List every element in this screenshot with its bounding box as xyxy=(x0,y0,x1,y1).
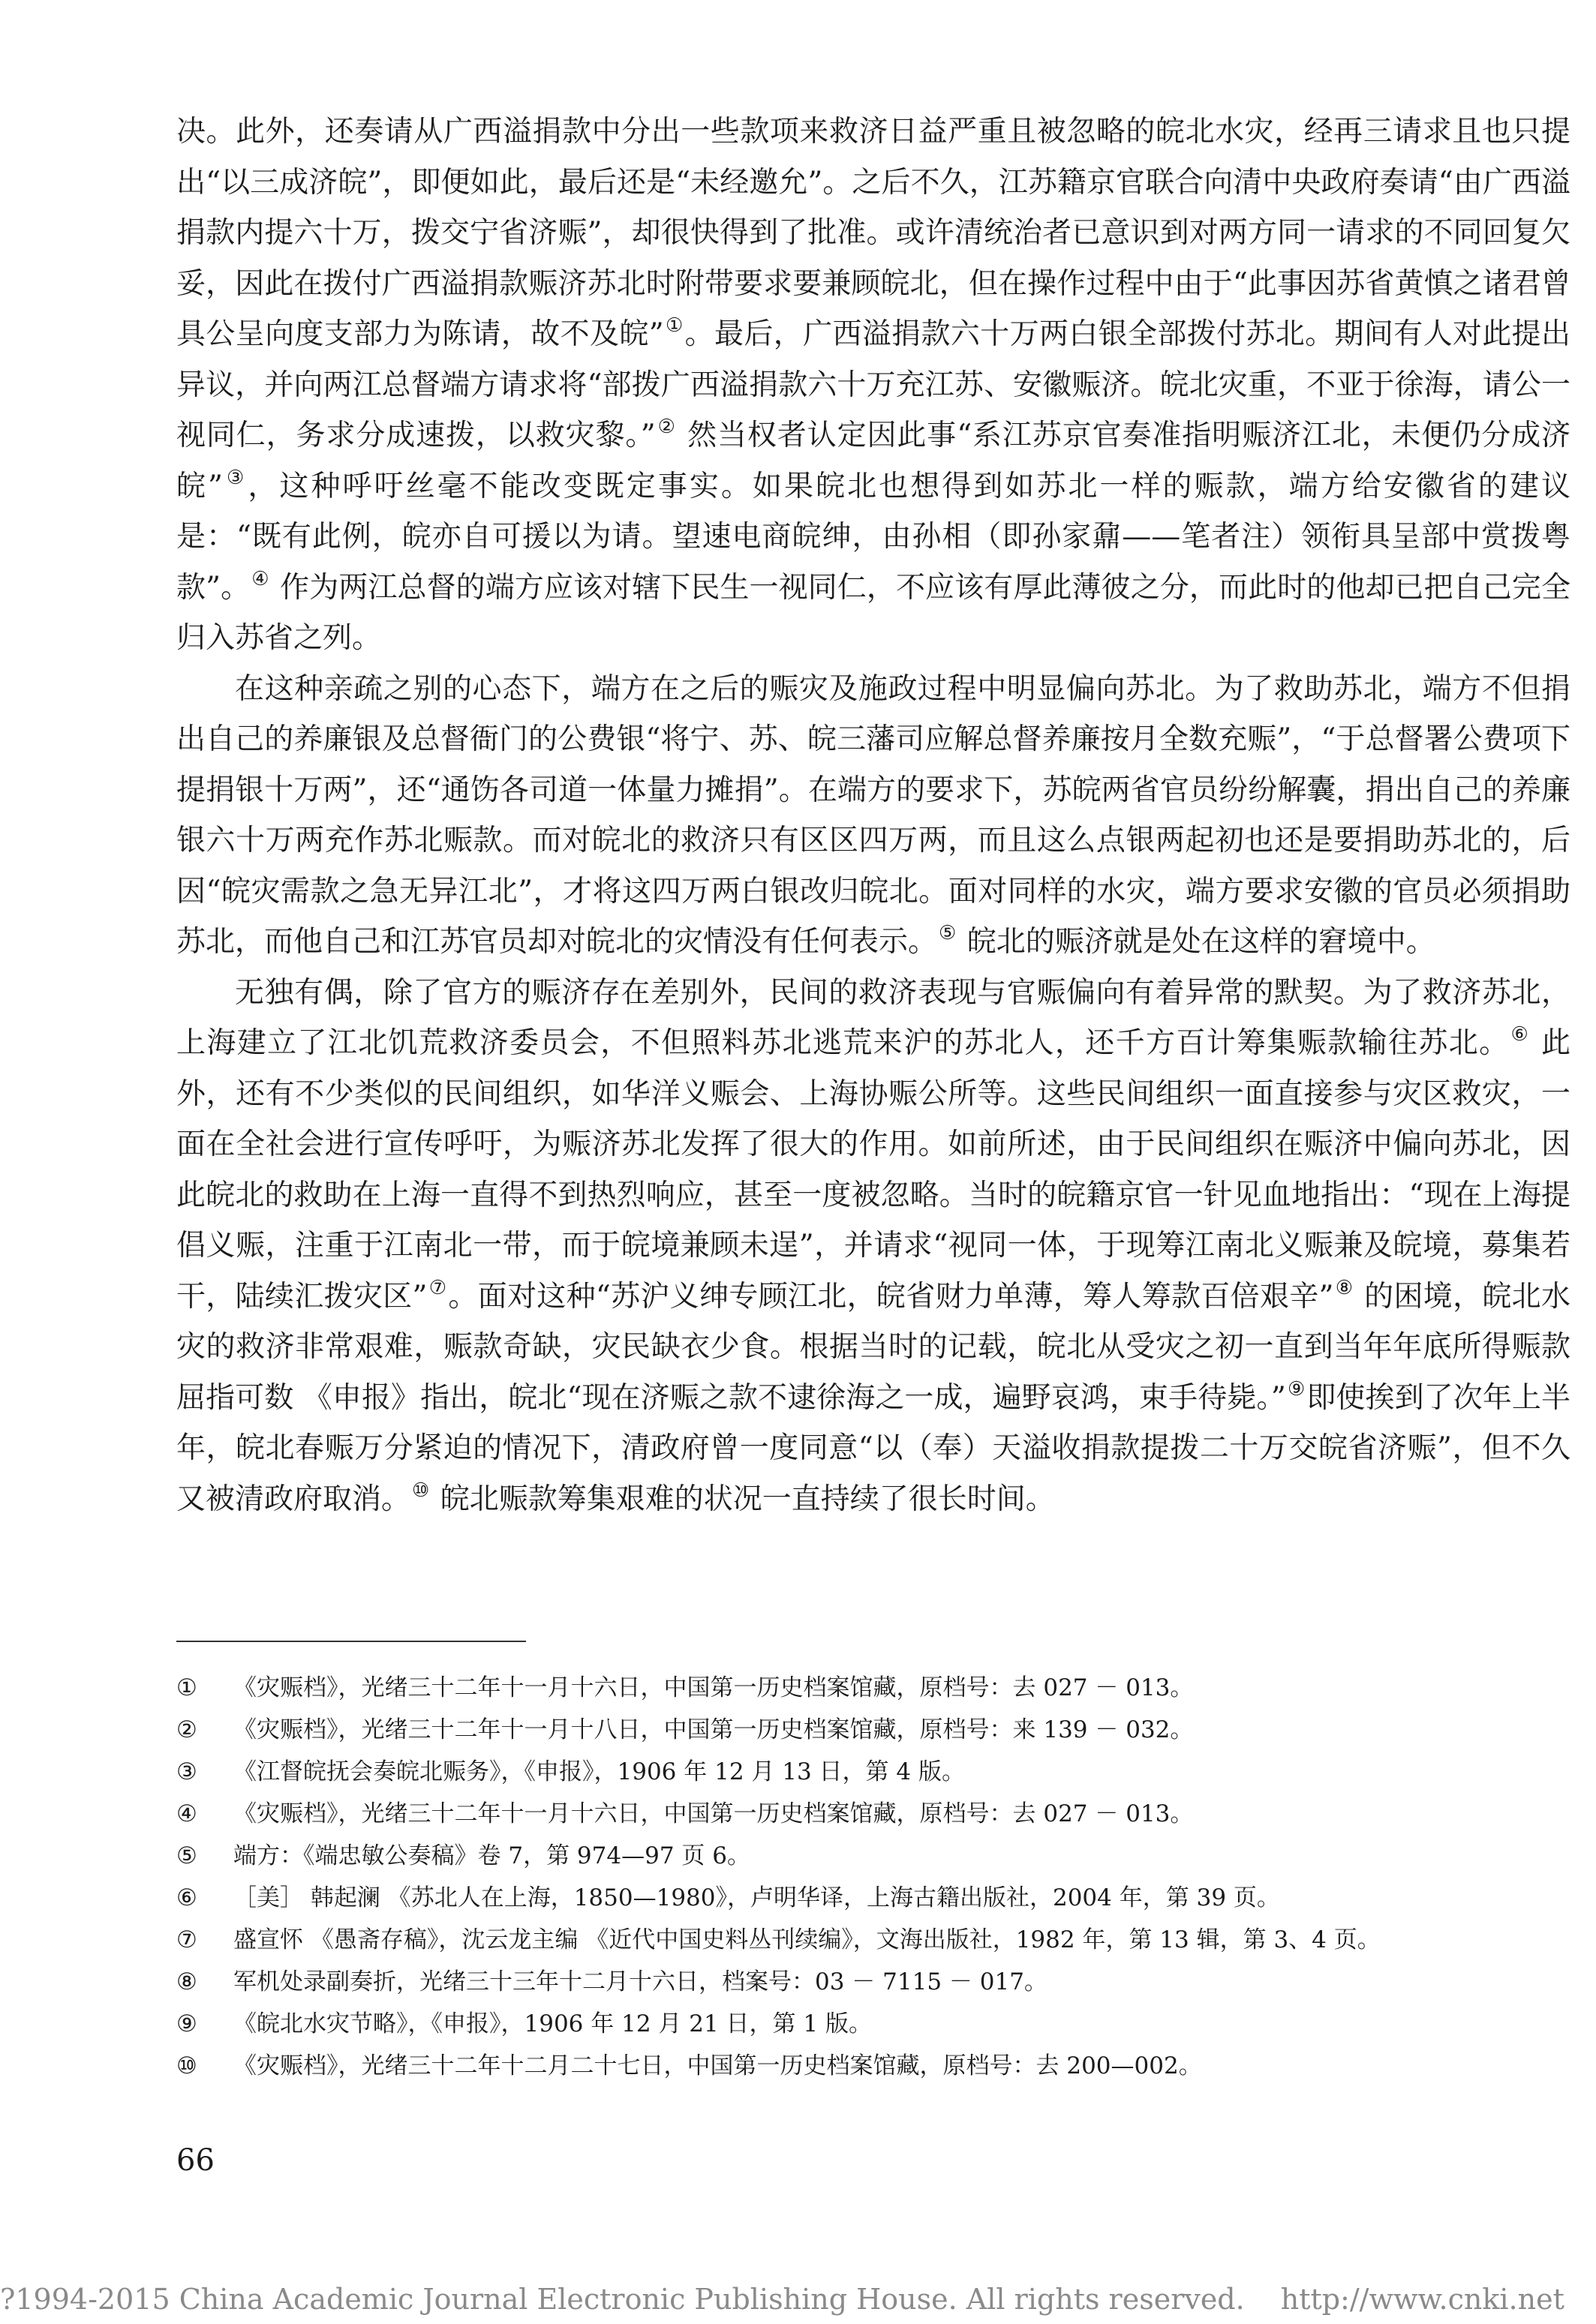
footnote-ref: ⑦ xyxy=(428,1276,447,1299)
paragraph-text: 此外，还有不少类似的民间组织，如华洋义赈会、上海协赈公所等。这些民间组织一面直接参与灾区救灾，一面在全社会进行宣传呼吁，为赈济苏北发挥了很大的作用。如前所述，由于民间组织在赈济中偏向苏北，因此皖北的救助在上海一直得不到热烈响应，甚至一度被忽略。当时的皖籍京官一针见血地指出：“现在上海提倡义赈，注重于江南北一带，而于皖境兼顾未逞”，并请求“视同一体，于现筹江南北义赈兼及皖境，募集若干，陆续汇拨灾区” xyxy=(176,1026,1570,1314)
footnote-divider xyxy=(176,1641,526,1642)
footnote-mark: ③ xyxy=(176,1758,197,1785)
footnote-ref: ⑤ xyxy=(939,922,957,945)
paragraph-text: 。面对这种“苏沪义绅专顾江北，皖省财力单薄，筹人筹款百倍艰辛” xyxy=(448,1279,1334,1314)
footnote-item xyxy=(176,1923,1570,1957)
footnote-item xyxy=(176,2049,1570,2083)
footnote-ref: ⑧ xyxy=(1335,1276,1354,1299)
footnote-mark: ⑧ xyxy=(176,1968,197,1995)
footnote-ref: ⑨ xyxy=(1287,1377,1306,1401)
footnote-mark: ① xyxy=(176,1674,197,1701)
paragraph xyxy=(176,107,1570,664)
paragraph-text: 皖北的赈济就是处在这样的窘境中。 xyxy=(957,925,1435,959)
footnote-ref: ④ xyxy=(251,567,269,590)
footnote-item xyxy=(176,1839,1570,1873)
footnote-ref: ① xyxy=(665,314,684,338)
footnote-text: ［美］ 韩起澜 《苏北人在上海，1850—1980》，卢明华译，上海古籍出版社，2004 年，第 39 页。 xyxy=(233,1884,1280,1911)
footnote-text: 军机处录副奏折，光绪三十三年十二月十六日，档案号：03 － 7115 － 017。 xyxy=(233,1968,1047,1995)
copyright-notice: ?1994-2015 China Academic Journal Electronic Publishing House. All rights reserved. xyxy=(0,2283,1245,2316)
paragraph-text: 然当权者认定因此事“系江苏京官奏准指明赈济江北，未便仍分成济皖” xyxy=(176,419,1571,503)
footnote-mark: ④ xyxy=(176,1800,197,1827)
footnote-text: 《皖北水灾节略》，《申报》，1906 年 12 月 21 日，第 1 版。 xyxy=(233,2010,872,2037)
paragraph xyxy=(176,968,1570,1525)
footnote-ref: ⑩ xyxy=(412,1479,430,1502)
footnote-item xyxy=(176,1713,1570,1747)
footnote-ref: ③ xyxy=(224,466,247,489)
article-body xyxy=(176,107,1570,1524)
page-number: 66 xyxy=(176,2143,215,2178)
footnote-mark: ② xyxy=(176,1716,197,1743)
paragraph-text: 。最后，广西溢捐款六十万两白银全部拨付苏北。期间有人对此提出异议，并向两江总督端方请求将“部拨广西溢捐款六十万充江苏、安徽赈济。皖北灾重，不亚于徐海，请公一视同仁，务求分成速拨，以救灾黎。” xyxy=(176,317,1570,452)
footnote-text: 《江督皖抚会奏皖北赈务》，《申报》，1906 年 12 月 13 日，第 4 版。 xyxy=(233,1758,965,1785)
footnote-item xyxy=(176,1797,1570,1831)
footnote-text: 《灾赈档》，光绪三十二年十一月十八日，中国第一历史档案馆藏，原档号：来 139 － 032。 xyxy=(233,1716,1194,1743)
footnote-item xyxy=(176,1965,1570,1999)
footnote-text: 《灾赈档》，光绪三十二年十一月十六日，中国第一历史档案馆藏，原档号：去 027 － 013。 xyxy=(233,1674,1194,1701)
copyright-watermark xyxy=(0,2283,1596,2316)
footnote-mark: ⑦ xyxy=(176,1926,197,1953)
footnote-text: 《灾赈档》，光绪三十二年十一月十六日，中国第一历史档案馆藏，原档号：去 027 － 013。 xyxy=(233,1800,1194,1827)
footnote-item xyxy=(176,1671,1570,1705)
footnote-mark: ⑩ xyxy=(176,2052,197,2079)
paragraph-text: 的困境，皖北水灾的救济非常艰难，赈款奇缺，灾民缺衣少食。根据当时的记载，皖北从受灾之初一直到当年年底所得赈款屈指可数 《申报》指出，皖北“现在济赈之款不逮徐海之一成，遍野哀鸿，束手待毙。” xyxy=(176,1279,1570,1415)
footnote-text: 《灾赈档》，光绪三十二年十二月二十七日，中国第一历史档案馆藏，原档号：去 200—002。 xyxy=(233,2052,1202,2079)
footnote-ref: ② xyxy=(657,416,676,439)
footnote-item xyxy=(176,2007,1570,2041)
footnote-ref: ⑥ xyxy=(1510,1023,1530,1046)
paragraph-text: 无独有偶，除了官方的赈济存在差别外，民间的救济表现与官赈偏向有着异常的默契。为了救济苏北，上海建立了江北饥荒救济委员会，不但照料苏北逃荒来沪的苏北人，还千方百计筹集赈款输往苏北。 xyxy=(176,975,1570,1060)
paragraph-text: 皖北赈款筹集艰难的状况一直持续了很长时间。 xyxy=(431,1482,1055,1516)
paragraph xyxy=(176,664,1570,968)
footnote-mark: ⑨ xyxy=(176,2010,197,2037)
footnote-text: 端方：《端忠敏公奏稿》卷 7，第 974—97 页 6。 xyxy=(233,1842,750,1869)
copyright-url: http://www.cnki.net xyxy=(1280,2283,1564,2316)
paragraph-text: 决。此外，还奏请从广西溢捐款中分出一些款项来救济日益严重且被忽略的皖北水灾，经再三请求且也只提出“以三成济皖”，即便如此，最后还是“未经邀允”。之后不久，江苏籍京官联合向清中央政府奏请“由广西溢捐款内提六十万，拨交宁省济赈”，却很快得到了批准。或许清统治者已意识到对两方同一请求的不同回复欠妥，因此在拨付广西溢捐款赈济苏北时附带要求要兼顾皖北，但在操作过程中由于“此事因苏省黄慎之诸君曾具公呈向度支部力为陈请，故不及皖” xyxy=(176,115,1570,351)
footnote-mark: ⑤ xyxy=(176,1842,197,1869)
footnote-mark: ⑥ xyxy=(176,1884,197,1911)
footnotes xyxy=(176,1671,1570,2091)
footnote-item xyxy=(176,1755,1570,1789)
paragraph-text: 作为两江总督的端方应该对辖下民生一视同仁，不应该有厚此薄彼之分，而此时的他却已把自己完全归入苏省之列。 xyxy=(176,570,1570,655)
paragraph-text: ，这种呼吁丝毫不能改变既定事实。如果皖北也想得到如苏北一样的赈款，端方给安徽省的建议是：“既有此例，皖亦自可援以为请。望速电商皖绅，由孙相（即孙家鼐——笔者注）领衔具呈部中赏拨粤款”。 xyxy=(176,469,1570,605)
paragraph-text: 在这种亲疏之别的心态下，端方在之后的赈灾及施政过程中明显偏向苏北。为了救助苏北，端方不但捐出自己的养廉银及总督衙门的公费银“将宁、苏、皖三藩司应解总督养廉按月全数充赈”，“于总督署公费项下提捐银十万两”，还“通饬各司道一体量力摊捐”。在端方的要求下，苏皖两省官员纷纷解囊，捐出自己的养廉银六十万两充作苏北赈款。而对皖北的救济只有区区四万两，而且这么点银两起初也还是要捐助苏北的，后因“皖灾需款之急无异江北”，才将这四万两白银改归皖北。面对同样的水灾，端方要求安徽的官员必须捐助苏北，而他自己和江苏官员却对皖北的灾情没有任何表示。 xyxy=(176,671,1570,959)
footnote-item xyxy=(176,1881,1570,1915)
footnote-text: 盛宣怀 《愚斋存稿》，沈云龙主编 《近代中国史料丛刊续编》，文海出版社，1982 年，第 13 辑，第 3、4 页。 xyxy=(233,1926,1381,1953)
paragraph-text: 即使挨到了次年上半年，皖北春赈万分紧迫的情况下，清政府曾一度同意“以（奉）天溢收捐款提拨二十万交皖省济赈”，但不久又被清政府取消。 xyxy=(176,1380,1570,1516)
